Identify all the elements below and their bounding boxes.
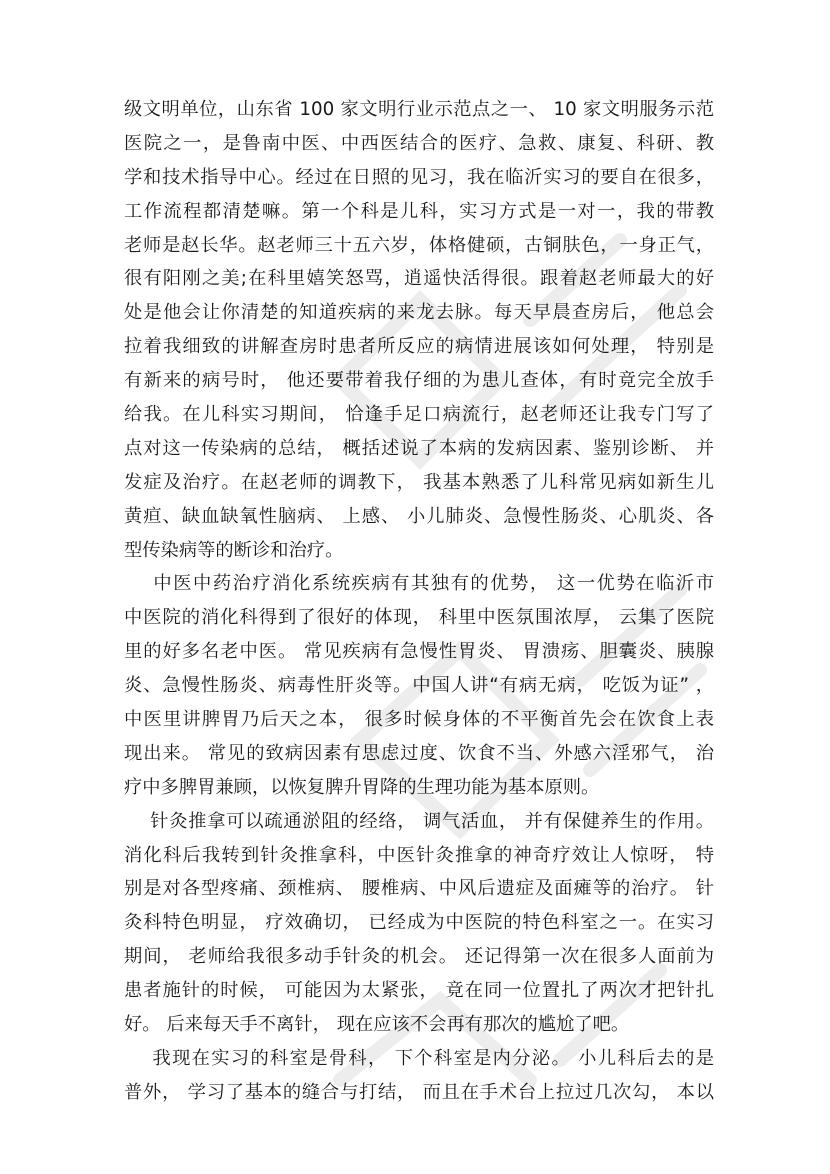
text-line: 型传染病等的断诊和治疗。 bbox=[124, 539, 344, 561]
text-line: 老师是赵长华。赵老师三十五六岁，体格健硕，古铜肤色，一身正气， bbox=[124, 234, 714, 256]
text-line: 学和技术指导中心。经过在日照的见习，我在临沂实习的要自在很多， bbox=[124, 166, 714, 188]
text-line: 普外， 学习了基本的缝合与打结， 而且在手术台上拉过几次勾， 本以 bbox=[124, 1081, 714, 1103]
text-line: 里的好多名老中医。 常见疾病有急慢性胃炎、 胃溃疡、胆囊炎、胰腺 bbox=[124, 641, 714, 663]
text-line: 发症及治疗。在赵老师的调教下， 我基本熟悉了儿科常见病如新生儿 bbox=[124, 471, 714, 493]
text-line: 医院之一，是鲁南中医、中西医结合的医疗、急救、康复、科研、教 bbox=[124, 132, 714, 154]
text-line: 级文明单位，山东省 100 家文明行业示范点之一、 10 家文明服务示范 bbox=[124, 99, 714, 120]
text-line: 给我。在儿科实习期间， 恰逢手足口病流行，赵老师还让我专门写了 bbox=[124, 404, 714, 426]
text-line: 患者施针的时候， 可能因为太紧张， 竟在同一位置扎了两次才把针扎 bbox=[124, 980, 714, 1002]
text-line: 处是他会让你清楚的知道疾病的来龙去脉。每天早晨查房后， 他总会 bbox=[124, 302, 714, 324]
text-line: 炎、急慢性肠炎、病毒性肝炎等。中国人讲“有病无病， 吃饭为证” ， bbox=[124, 675, 714, 697]
text-line: 有新来的病号时， 他还要带着我仔细的为患儿查体，有时竟完全放手 bbox=[124, 370, 714, 392]
paragraph-start-line: 中医中药治疗消化系统疾病有其独有的优势， 这一优势在临沂市 bbox=[124, 573, 714, 595]
text-line: 灸科特色明显， 疗效确切， 已经成为中医院的特色科室之一。在实习 bbox=[124, 912, 714, 934]
text-line: 点对这一传染病的总结， 概括述说了本病的发病因素、鉴别诊断、 并 bbox=[124, 437, 714, 459]
paragraph-start-line: 针灸推拿可以疏通淤阻的经络， 调气活血， 并有保健养生的作用。 bbox=[124, 810, 714, 832]
text-line: 黄疸、缺血缺氧性脑病、 上感、 小儿肺炎、急慢性肠炎、心肌炎、各 bbox=[124, 505, 714, 527]
text-line: 中医里讲脾胃乃后天之本， 很多时候身体的不平衡首先会在饮食上表 bbox=[124, 709, 714, 731]
text-line: 别是对各型疼痛、颈椎病、 腰椎病、中风后遗症及面瘫等的治疗。 针 bbox=[124, 878, 714, 900]
paragraph-start-line: 我现在实习的科室是骨科， 下个科室是内分泌。 小儿科后去的是 bbox=[124, 1047, 714, 1069]
text-line: 拉着我细致的讲解查房时患者所反应的病情进展该如何处理， 特别是 bbox=[124, 336, 714, 358]
text-line: 中医院的消化科得到了很好的体现， 科里中医氛围浓厚， 云集了医院 bbox=[124, 607, 714, 629]
document-body bbox=[124, 93, 714, 1110]
text-line: 期间， 老师给我很多动手针灸的机会。 还记得第一次在很多人面前为 bbox=[124, 946, 714, 968]
text-line: 工作流程都清楚嘛。第一个科是儿科，实习方式是一对一，我的带教 bbox=[124, 200, 714, 222]
text-line: 消化科后我转到针灸推拿科，中医针灸推拿的神奇疗效让人惊呀， 特 bbox=[124, 844, 714, 866]
text-line: 疗中多脾胃兼顾，以恢复脾升胃降的生理功能为基本原则。 bbox=[124, 776, 600, 798]
text-line: 好。 后来每天手不离针， 现在应该不会再有那次的尴尬了吧。 bbox=[124, 1014, 630, 1036]
text-line: 很有阳刚之美;在科里嬉笑怒骂，逍遥快活得很。跟着赵老师最大的好 bbox=[124, 268, 714, 290]
text-line: 现出来。 常见的致病因素有思虑过度、饮食不当、外感六淫邪气， 治 bbox=[124, 742, 714, 764]
